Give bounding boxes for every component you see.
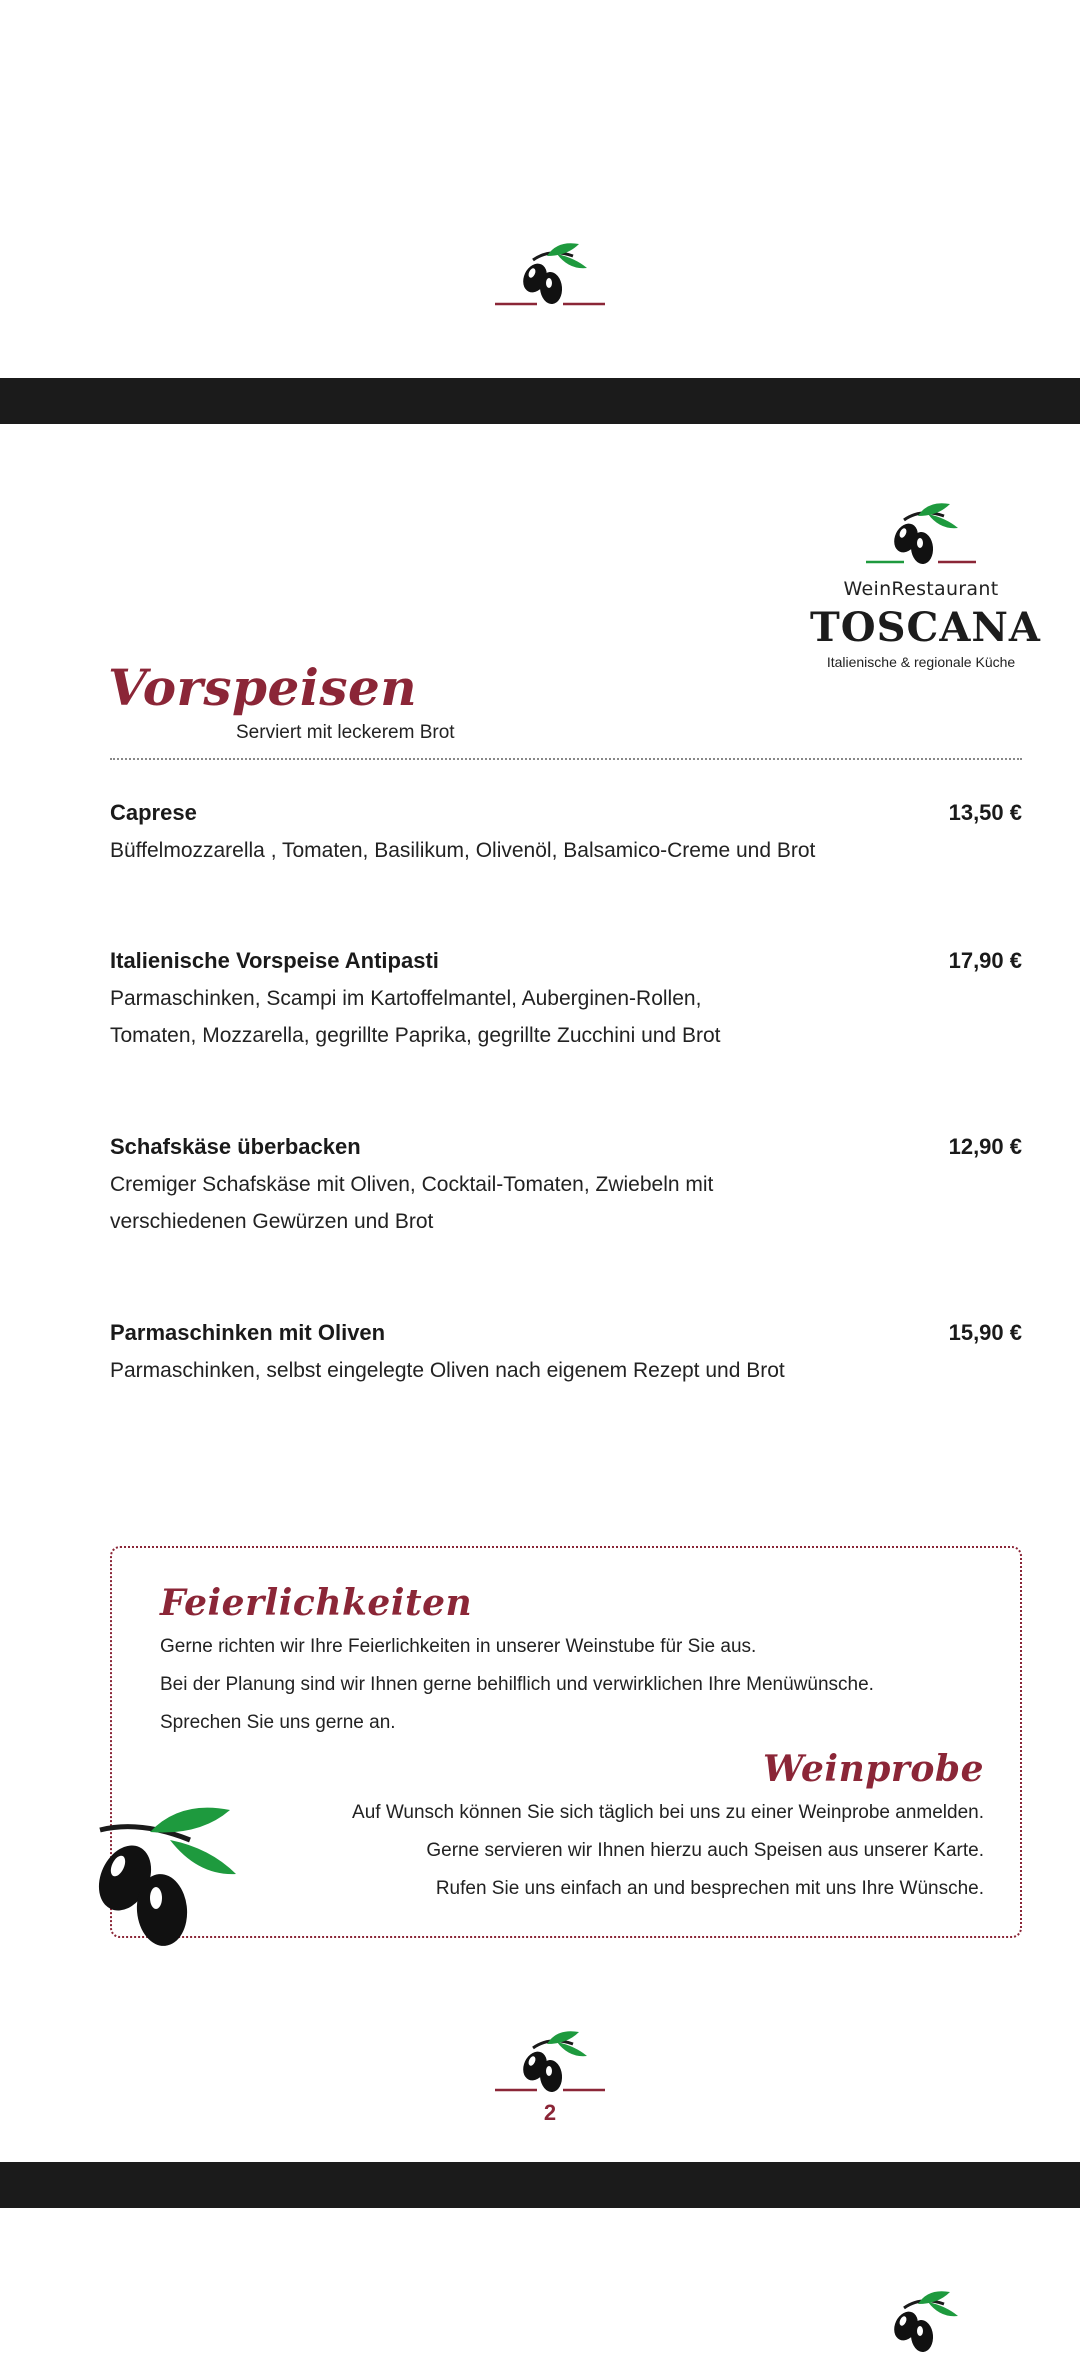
menu-item-description: Büffelmozzarella , Tomaten, Basilikum, Olivenöl, Balsamico-Creme und Brot bbox=[110, 839, 816, 862]
menu-item-name: Parmaschinken mit Oliven bbox=[110, 1320, 386, 1345]
brand-prefix: WeinRestaurant bbox=[843, 578, 999, 600]
celebrations-line: Bei der Planung sind wir Ihnen gerne behilflich und verwirklichen Ihre Menüwünsche. bbox=[160, 1674, 874, 1695]
menu-item-description: Cremiger Schafskäse mit Oliven, Cocktail-Tomaten, Zwiebeln mit verschiedenen Gewürzen und Brot bbox=[110, 1173, 714, 1233]
menu-item-price: 17,90 € bbox=[948, 948, 1022, 973]
menu-item-price: 13,50 € bbox=[948, 800, 1022, 825]
menu-item-description: Parmaschinken, selbst eingelegte Oliven nach eigenem Rezept und Brot bbox=[110, 1359, 785, 1382]
wine-tasting-line: Gerne servieren wir Ihnen hierzu auch Speisen aus unserer Karte. bbox=[426, 1840, 984, 1861]
page-separator-bar bbox=[0, 2162, 1080, 2208]
menu-item-description: Parmaschinken, Scampi im Kartoffelmantel, Auberginen-Rollen, Tomaten, Mozzarella, gegrillte Paprika, gegrillte Zucchini und Brot bbox=[110, 987, 721, 1047]
section-subtitle: Serviert mit leckerem Brot bbox=[236, 722, 455, 743]
celebrations-line: Sprechen Sie uns gerne an. bbox=[160, 1712, 396, 1733]
menu-item-price: 15,90 € bbox=[948, 1320, 1022, 1345]
celebrations-title: Feierlichkeiten bbox=[160, 1582, 473, 1624]
olive-branch-icon bbox=[80, 1800, 240, 1960]
page-number: 2 bbox=[543, 2100, 557, 2125]
brand-name: TOSCANA bbox=[810, 604, 1041, 651]
page-separator-bar bbox=[0, 378, 1080, 424]
wine-tasting-title: Weinprobe bbox=[763, 1748, 984, 1790]
section-title: Vorspeisen bbox=[108, 658, 418, 717]
wine-tasting-line: Auf Wunsch können Sie sich täglich bei uns zu einer Weinprobe anmelden. bbox=[352, 1802, 984, 1823]
celebrations-line: Gerne richten wir Ihre Feierlichkeiten in unserer Weinstube für Sie aus. bbox=[160, 1636, 757, 1657]
brand-tagline: Italienische & regionale Küche bbox=[826, 654, 1016, 670]
olive-branch-icon bbox=[495, 240, 605, 310]
menu-item-name: Schafskäse überbacken bbox=[110, 1134, 361, 1159]
menu-item-price: 12,90 € bbox=[948, 1134, 1022, 1159]
wine-tasting-line: Rufen Sie uns einfach an und besprechen mit uns Ihre Wünsche. bbox=[435, 1878, 984, 1899]
menu-item-name: Italienische Vorspeise Antipasti bbox=[110, 948, 439, 973]
menu-item-name: Caprese bbox=[110, 800, 197, 825]
olive-branch-icon bbox=[495, 2028, 605, 2098]
olive-branch-icon bbox=[866, 2288, 976, 2358]
olive-branch-icon bbox=[866, 500, 976, 570]
section-divider bbox=[110, 758, 1022, 760]
